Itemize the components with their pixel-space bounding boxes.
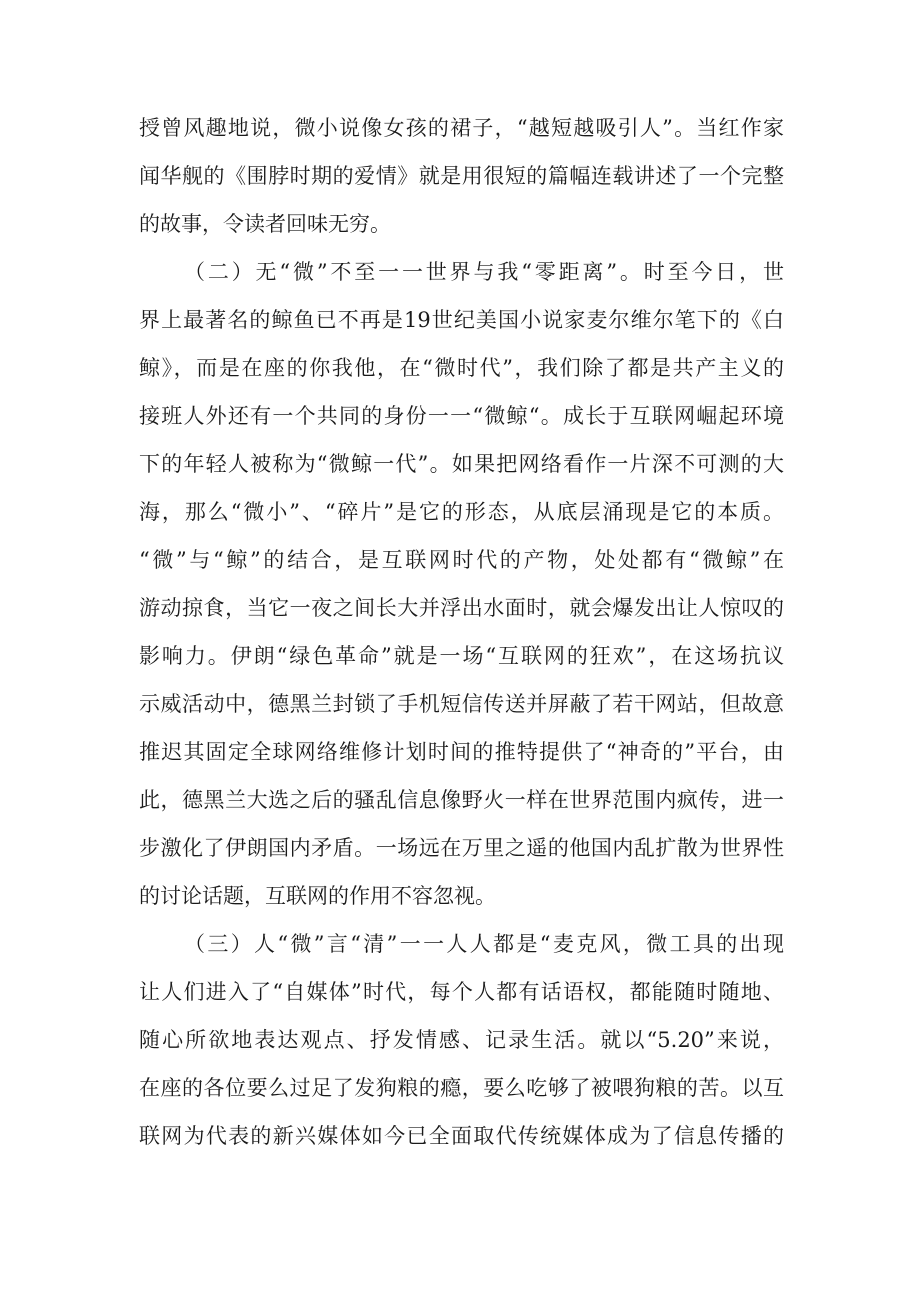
text-line: 授曾风趣地说，微小说像女孩的裙子，“越短越吸引人”。当红作家 <box>139 116 784 140</box>
section-heading-line: （三）人“微”言“清”一一人人都是“麦克风，微工具的出现 <box>184 932 784 956</box>
text-line: 海，那么“微小”、“碎片”是它的形态，从底层涌现是它的本质。 <box>139 500 784 524</box>
text-line: 影响力。伊朗“绿色革命”就是一场“互联网的狂欢”，在这场抗议 <box>139 644 784 668</box>
text-line: 下的年轻人被称为“微鲸一代”。如果把网络看作一片深不可测的大 <box>139 452 784 476</box>
text-line: 的故事，令读者回味无穷。 <box>139 212 391 236</box>
text-line: 示威活动中，德黑兰封锁了手机短信传送并屏蔽了若干网站，但故意 <box>139 692 784 716</box>
text-line: 闻华舰的《围脖时期的爱情》就是用很短的篇幅连载讲述了一个完整 <box>139 164 784 188</box>
text-line: 让人们进入了“自媒体”时代，每个人都有话语权，都能随时随地、 <box>139 980 784 1004</box>
text-line: 此，德黑兰大选之后的骚乱信息像野火一样在世界范围内疯传，进一 <box>139 788 784 812</box>
text-line: 接班人外还有一个共同的身份一一“微鲸“。成长于互联网崛起环境 <box>139 404 784 428</box>
text-line: 界上最著名的鲸鱼已不再是19世纪美国小说家麦尔维尔笔下的《白 <box>139 308 784 332</box>
text-line: “微”与“鲸”的结合，是互联网时代的产物，处处都有“微鲸”在 <box>139 548 784 572</box>
text-line: 鲸》，而是在座的你我他，在“微时代”，我们除了都是共产主义的 <box>139 356 784 380</box>
text-line: 推迟其固定全球网络维修计划时间的推特提供了“神奇的”平台，由 <box>139 740 784 764</box>
text-line: 联网为代表的新兴媒体如今已全面取代传统媒体成为了信息传播的 <box>139 1124 784 1148</box>
text-line: 游动掠食，当它一夜之间长大并浮出水面时，就会爆发出让人惊叹的 <box>139 596 784 620</box>
text-line: 的讨论话题，互联网的作用不容忽视。 <box>139 884 496 908</box>
text-line: 步激化了伊朗国内矛盾。一场远在万里之遥的他国内乱扩散为世界性 <box>139 836 784 860</box>
text-line: 随心所欲地表达观点、抒发情感、记录生活。就以“5.20”来说， <box>139 1028 784 1052</box>
section-heading-line: （二）无“微”不至一一世界与我“零距离”。时至今日，世 <box>184 260 784 284</box>
text-line: 在座的各位要么过足了发狗粮的瘾，要么吃够了被喂狗粮的苦。以互 <box>139 1076 784 1100</box>
